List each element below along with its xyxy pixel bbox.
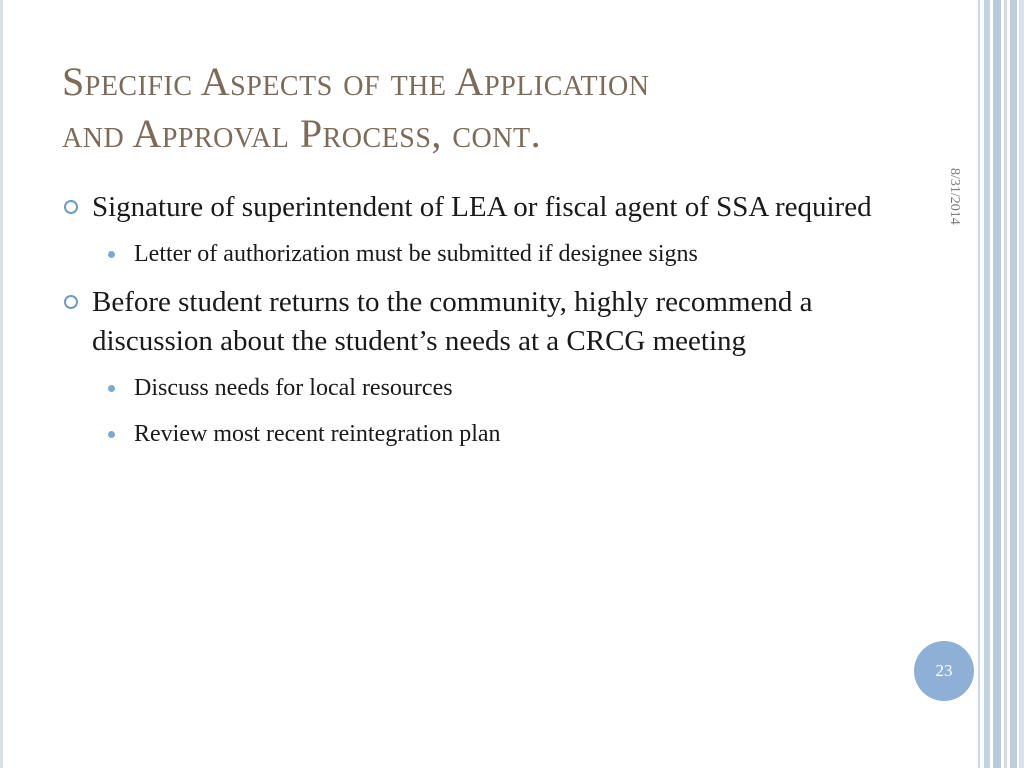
circle-bullet-icon xyxy=(64,295,78,309)
right-decor-stripe xyxy=(1004,0,1007,768)
sub-bullet-item xyxy=(64,417,894,451)
slide-title-line2: and Approval Process, cont. xyxy=(62,111,542,156)
slide-content xyxy=(64,188,894,463)
slide-title-line1: Specific Aspects of the Application xyxy=(62,59,650,104)
bullet-text: Signature of superintendent of LEA or fiscal agent of SSA required xyxy=(92,191,872,223)
sub-bullet-item xyxy=(64,371,894,405)
slide-title xyxy=(62,56,942,160)
bullet-text: Before student returns to the community, highly recommend a discussion about the student’s needs at a CRCG meeting xyxy=(92,286,813,357)
slide-date: 8/31/2014 xyxy=(947,168,962,225)
sub-bullet-text: Review most recent reintegration plan xyxy=(134,421,501,447)
left-edge-line xyxy=(0,0,3,768)
sub-bullet-text: Discuss needs for local resources xyxy=(134,375,453,401)
page-number-badge: 23 xyxy=(914,641,974,701)
dot-bullet-icon xyxy=(108,431,115,438)
bullet-item xyxy=(64,283,894,361)
dot-bullet-icon xyxy=(108,385,115,392)
right-decor-stripe xyxy=(1010,0,1017,768)
circle-bullet-icon xyxy=(64,200,78,214)
dot-bullet-icon xyxy=(108,251,115,258)
right-decor-stripe xyxy=(1019,0,1024,768)
sub-bullet-text: Letter of authorization must be submitted if designee signs xyxy=(134,241,698,267)
right-decor-stripe xyxy=(993,0,1001,768)
right-decor-stripe xyxy=(984,0,990,768)
right-decor-stripe xyxy=(978,0,980,768)
bullet-item xyxy=(64,188,894,227)
sub-bullet-item xyxy=(64,237,894,271)
